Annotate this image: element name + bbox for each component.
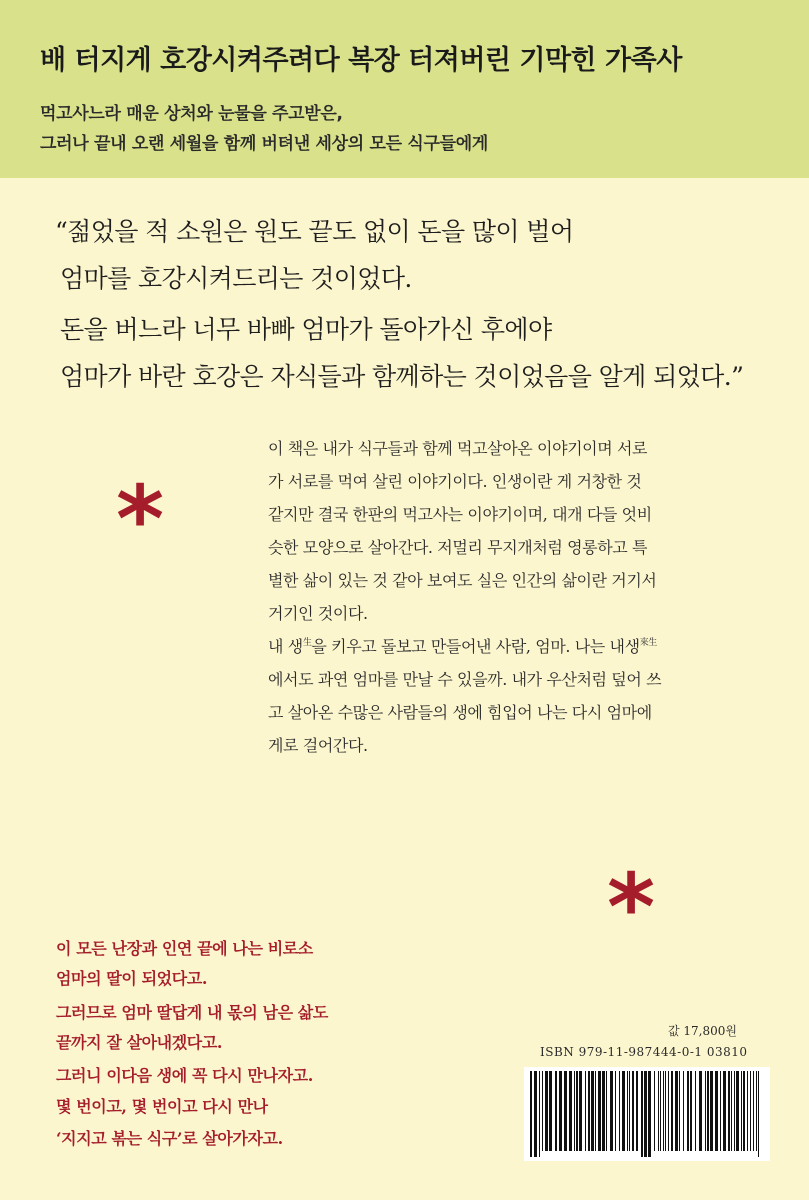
barcode-bar xyxy=(591,1071,594,1151)
barcode-bar xyxy=(715,1071,718,1151)
body-line: 가 서로를 먹여 살린 이야기이다. 인생이란 게 거창한 것 xyxy=(268,472,642,491)
header-band xyxy=(0,0,809,178)
closing-line: 끝까지 잘 살아내겠다고. xyxy=(56,1033,223,1052)
barcode-bar xyxy=(658,1071,659,1151)
barcode-graphic xyxy=(524,1067,770,1161)
barcode-bar xyxy=(559,1071,562,1151)
barcode-bar xyxy=(615,1071,616,1151)
barcode-bar xyxy=(707,1071,709,1151)
barcode-bar xyxy=(695,1071,696,1151)
body-line: 이 책은 내가 식구들과 함께 먹고살아온 이야기이며 서로 xyxy=(268,439,648,458)
barcode-bar xyxy=(632,1071,634,1151)
body-text-run: 을 키우고 돌보고 만들어낸 사람, 엄마. 나는 내생 xyxy=(311,637,640,656)
barcode-bar xyxy=(750,1071,751,1151)
barcode-bar xyxy=(753,1071,754,1151)
headline: 배 터지게 호강시켜주려다 복장 터져버린 기막힌 가족사 xyxy=(40,45,682,76)
barcode-bar xyxy=(622,1071,625,1151)
barcode-bar xyxy=(756,1071,757,1151)
barcode-bar xyxy=(627,1071,628,1151)
body-line: 같지만 결국 한판의 먹고사는 이야기이며, 대개 다들 엇비 xyxy=(268,505,652,524)
closing-line: 엄마의 딸이 되었다고. xyxy=(56,969,208,988)
barcode-bar xyxy=(687,1071,689,1151)
barcode-bar xyxy=(644,1071,647,1157)
barcode-bar xyxy=(747,1071,748,1151)
quote-line: 엄마가 바란 호강은 자식들과 함께하는 것이었음을 알게 되었다.” xyxy=(60,362,744,391)
barcode-bar xyxy=(710,1071,713,1151)
hanja-annotation: 來生 xyxy=(639,637,657,648)
quote-line: “젊었을 적 소원은 원도 끝도 없이 돈을 많이 벌어 xyxy=(55,217,574,246)
barcode-bar xyxy=(545,1071,548,1151)
body-line: 고 살아온 수많은 사람들의 생에 힘입어 나는 다시 엄마에 xyxy=(268,703,652,722)
barcode-bar xyxy=(679,1071,680,1151)
barcode-bar xyxy=(636,1071,638,1151)
asterisk-ornament-icon: * xyxy=(607,854,656,961)
barcode-bar xyxy=(595,1071,596,1151)
closing-line: 그러니 이다음 생에 꼭 다시 만나자고. xyxy=(56,1066,313,1085)
body-line: 별한 삶이 있는 것 같아 보여도 실은 인간의 삶이란 거기서 xyxy=(268,571,657,590)
closing-line: 그러므로 엄마 딸답게 내 몫의 남은 삶도 xyxy=(56,1003,328,1022)
body-line xyxy=(268,634,657,657)
barcode-bar xyxy=(734,1071,735,1151)
body-line: 게로 걸어간다. xyxy=(268,736,368,755)
barcode-bar xyxy=(610,1071,613,1151)
hanja-annotation: 生 xyxy=(302,637,312,648)
barcode-bar xyxy=(660,1071,661,1151)
barcode-bar xyxy=(564,1071,567,1151)
barcode-bar xyxy=(619,1071,620,1151)
barcode-bar xyxy=(588,1071,590,1151)
barcode-bar xyxy=(731,1071,732,1151)
price-label: 값 17,800원 xyxy=(668,1024,737,1038)
closing-line: 몇 번이고, 몇 번이고 다시 만나 xyxy=(56,1097,268,1116)
barcode-bar xyxy=(723,1071,726,1151)
barcode-bar xyxy=(736,1071,739,1151)
body-text-run: 내 생 xyxy=(268,637,303,656)
barcode-bar xyxy=(574,1071,575,1151)
barcode-bar xyxy=(579,1071,582,1151)
barcode-bar xyxy=(654,1071,655,1151)
subline-2: 그러나 끝내 오랜 세월을 함께 버텨낸 세상의 모든 식구들에게 xyxy=(40,134,488,154)
quote-line: 돈을 버느라 너무 바빠 엄마가 돌아가신 후에야 xyxy=(60,315,552,344)
barcode-bar xyxy=(690,1071,692,1151)
barcode-bar xyxy=(728,1071,730,1151)
barcode xyxy=(524,1067,770,1161)
body-line: 슷한 모양으로 살아간다. 저멀리 무지개처럼 영롱하고 특 xyxy=(268,538,648,557)
barcode-bar xyxy=(598,1071,601,1151)
barcode-bar xyxy=(743,1071,745,1151)
barcode-bar xyxy=(606,1071,607,1151)
asterisk-ornament-icon: * xyxy=(116,466,165,573)
barcode-bar xyxy=(741,1071,742,1151)
barcode-bar xyxy=(629,1071,630,1151)
barcode-bar xyxy=(671,1071,673,1151)
barcode-bar xyxy=(665,1071,666,1151)
body-line: 거기인 것이다. xyxy=(268,604,368,623)
barcode-bar xyxy=(530,1071,532,1157)
closing-line: 이 모든 난장과 인연 끝에 나는 비로소 xyxy=(56,939,313,958)
barcode-bar xyxy=(569,1071,572,1151)
barcode-bar xyxy=(663,1071,664,1151)
barcode-bar xyxy=(668,1071,669,1151)
barcode-bar xyxy=(602,1071,605,1151)
barcode-bar xyxy=(675,1071,678,1151)
barcode-bar xyxy=(585,1071,586,1151)
barcode-bar xyxy=(542,1071,543,1151)
barcode-bar xyxy=(648,1071,651,1157)
closing-line: ‘지지고 볶는 식구’로 살아가자고. xyxy=(56,1129,283,1148)
isbn-label: ISBN 979-11-987444-0-1 03810 xyxy=(540,1045,748,1059)
barcode-bar xyxy=(576,1071,578,1151)
subline-1: 먹고사느라 매운 상처와 눈물을 주고받은, xyxy=(40,104,343,124)
barcode-bar xyxy=(683,1071,684,1151)
barcode-bar xyxy=(720,1071,721,1151)
barcode-bar xyxy=(641,1071,643,1157)
barcode-bar xyxy=(758,1071,759,1157)
barcode-bar xyxy=(549,1071,552,1151)
body-line: 에서도 과연 엄마를 만날 수 있을까. 내가 우산처럼 덮어 쓰 xyxy=(268,670,662,689)
barcode-bar xyxy=(539,1071,540,1157)
quote-line: 엄마를 호강시켜드리는 것이었다. xyxy=(60,264,412,293)
barcode-bar xyxy=(699,1071,702,1151)
barcode-bar xyxy=(534,1071,537,1157)
barcode-bar xyxy=(705,1071,706,1151)
barcode-bar xyxy=(555,1071,557,1151)
